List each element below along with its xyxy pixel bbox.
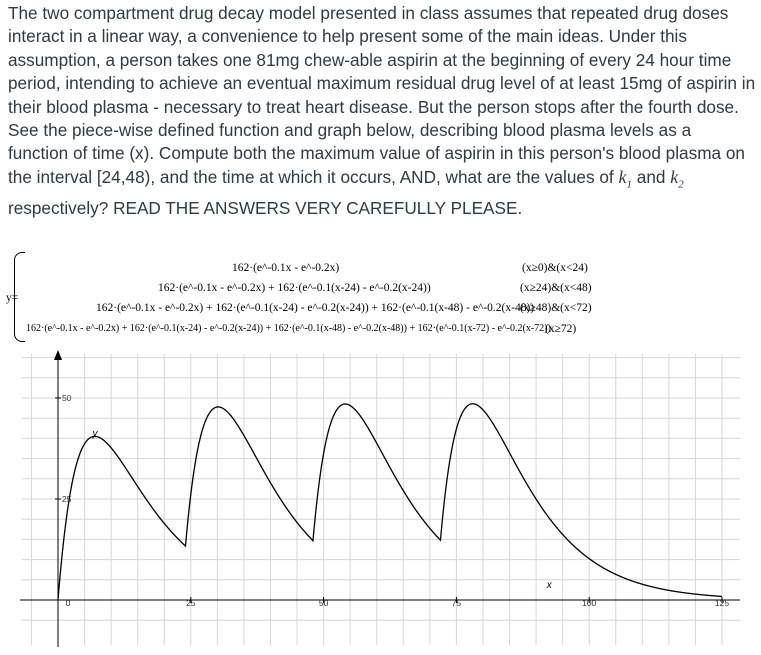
x-tick-label: 0	[65, 598, 71, 608]
x-tick-label: 25	[186, 598, 196, 608]
piecewise-brace	[14, 252, 25, 342]
piecewise-row-4: 162·(e^-0.1x - e^-0.2x) + 162·(e^-0.1(x-24) - e^-0.2(x-24)) + 162·(e^-0.1(x-48) - e^-0.2(x-48)) + 162·(e^-0.1(x-72) - e^-0.2(x-72))	[26, 323, 551, 334]
y-tick-label: 50	[62, 393, 72, 403]
question-body: The two compartment drug decay model presented in class assumes that repeated drug doses interact in a linear way, a convenience to help present some of the main ideas. Under this assumption, a person takes one 81mg chew-able aspirin at the beginning of every 24 hour time period, intending to achieve an eventual maximum residual drug level of at least 15mg of aspirin in their blood plasma - necessary to treat heart disease. But the person stops after the fourth dose. See the piece-wise defined function and graph below, describing blood plasma levels as a function of time (x). Compute both the maximum value of aspirin in this person's blood plasma on the interval [24,48), and the time at which it occurs, AND, what are the values of	[8, 3, 756, 187]
piecewise-cond-3: (x≥48)&(x<72)	[520, 302, 592, 314]
k2-symbol: $k_2$	[670, 166, 684, 191]
piecewise-function	[0, 250, 761, 350]
piecewise-row-3: 162·(e^-0.1x - e^-0.2x) + 162·(e^-0.1(x-24) - e^-0.2(x-24)) + 162·(e^-0.1(x-48) - e^-0.2(x-48))	[96, 302, 535, 314]
x-axis-label: x	[546, 580, 552, 591]
concentration-curve	[58, 404, 722, 600]
and-word: and	[631, 166, 671, 187]
x-tick-label: 100	[582, 598, 597, 608]
piecewise-row-2: 162·(e^-0.1x - e^-0.2x) + 162·(e^-0.1(x-24) - e^-0.2(x-24))	[158, 282, 431, 294]
x-tick-label: 50	[318, 598, 329, 608]
k1-symbol: $k_1$	[618, 166, 632, 191]
tick-labels	[55, 393, 729, 608]
piecewise-lhs: y=	[6, 292, 19, 304]
piecewise-cond-4: (x≥72)	[545, 323, 577, 335]
question-text	[8, 2, 756, 220]
piecewise-row-1: 162·(e^-0.1x - e^-0.2x)	[232, 262, 340, 274]
y-axis-label: y	[92, 428, 98, 440]
grid	[22, 354, 740, 645]
question-tail: respectively? READ THE ANSWERS VERY CAREFULLY PLEASE.	[8, 197, 523, 218]
concentration-graph	[0, 348, 761, 655]
x-tick-label: 75	[451, 598, 462, 608]
piecewise-cond-1: (x≥0)&(x<24)	[522, 262, 588, 274]
piecewise-cond-2: (x≥24)&(x<48)	[520, 282, 592, 294]
y-tick-label: 25	[62, 494, 72, 504]
y-axis-arrow	[54, 350, 62, 360]
x-tick-label: 125	[714, 598, 730, 608]
